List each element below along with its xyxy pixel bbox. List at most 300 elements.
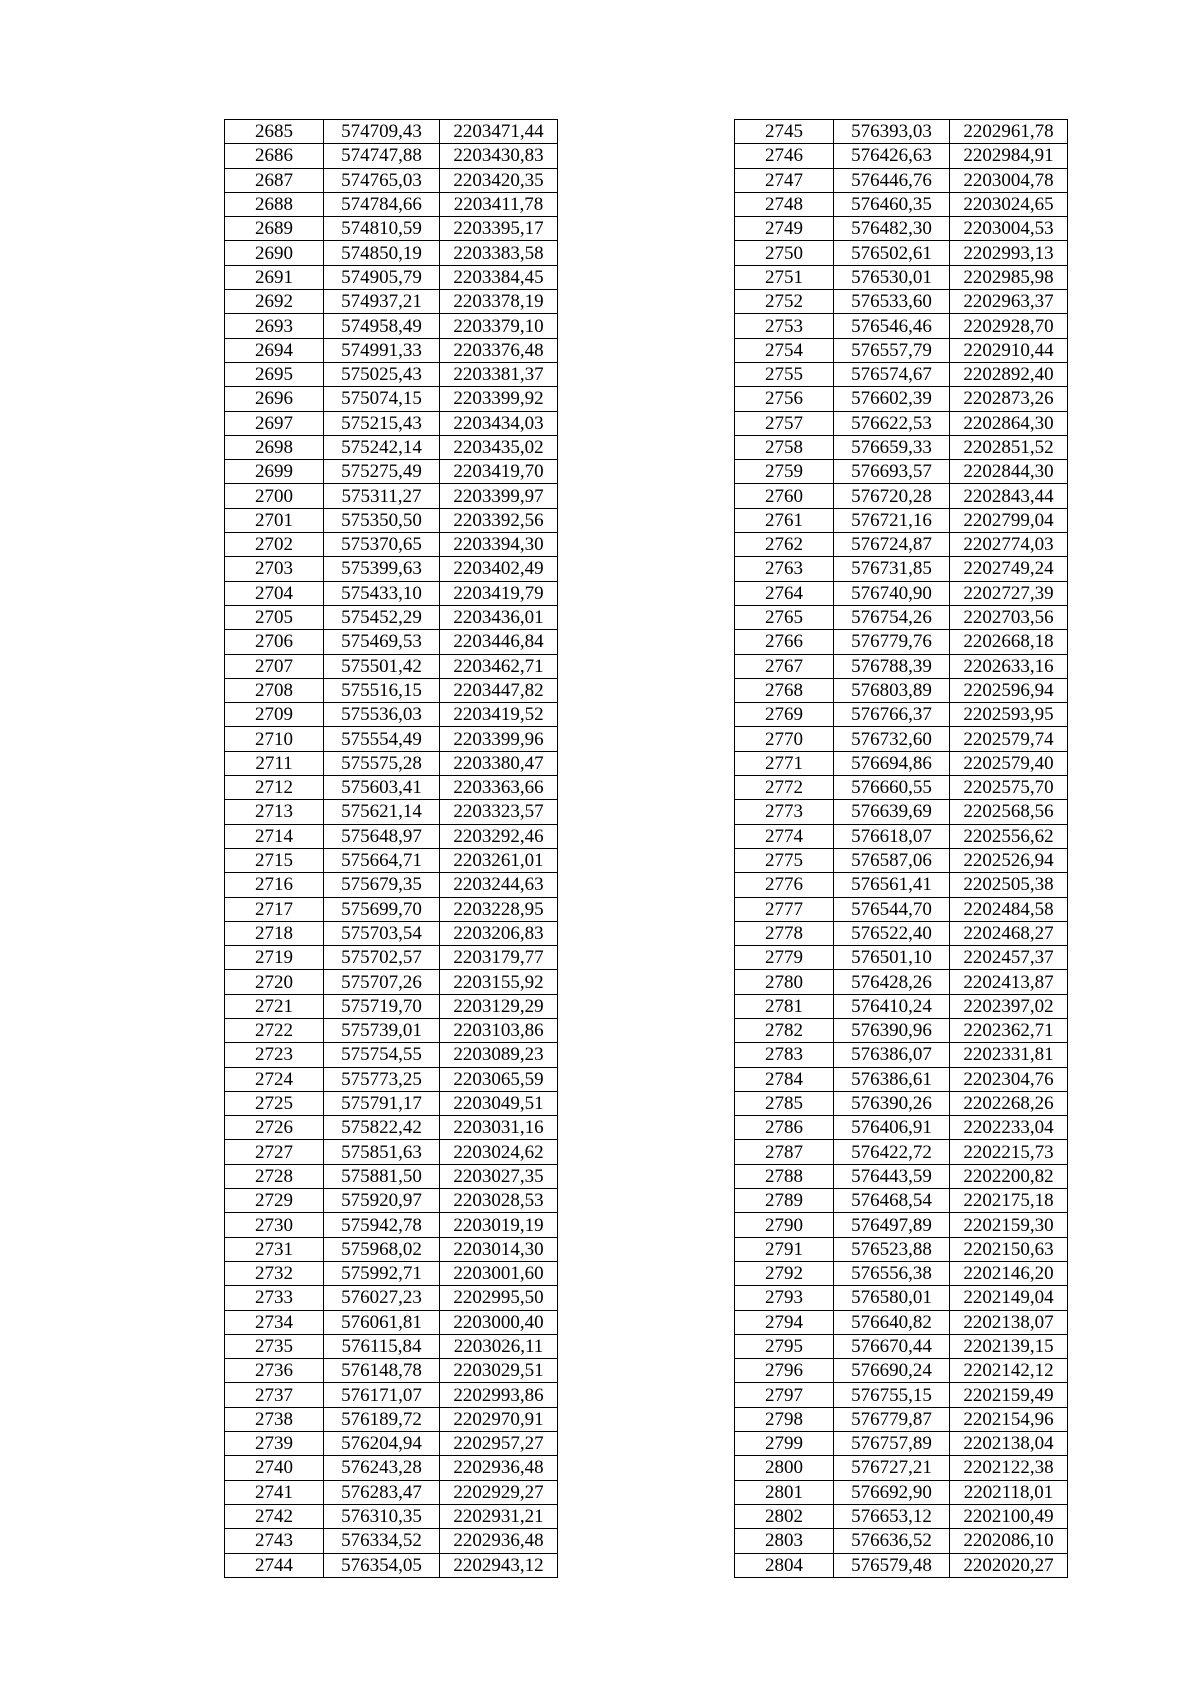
y-coordinate-cell: 2203089,23 (440, 1043, 558, 1067)
point-number-cell: 2707 (225, 654, 324, 678)
table-row (735, 557, 1068, 581)
x-coordinate-cell: 576354,05 (324, 1553, 440, 1577)
point-number-cell: 2696 (225, 387, 324, 411)
y-coordinate-cell: 2203378,19 (440, 290, 558, 314)
point-number-cell: 2798 (735, 1407, 834, 1431)
x-coordinate-cell: 575575,28 (324, 751, 440, 775)
y-coordinate-cell: 2203379,10 (440, 314, 558, 338)
table-row (225, 873, 558, 897)
y-coordinate-cell: 2203028,53 (440, 1189, 558, 1213)
x-coordinate-cell: 575501,42 (324, 654, 440, 678)
y-coordinate-cell: 2202159,49 (950, 1383, 1068, 1407)
table-row (735, 946, 1068, 970)
x-coordinate-cell: 575370,65 (324, 533, 440, 557)
x-coordinate-cell: 576602,39 (834, 387, 950, 411)
y-coordinate-cell: 2202457,37 (950, 946, 1068, 970)
table-row (735, 1407, 1068, 1431)
point-number-cell: 2774 (735, 824, 834, 848)
table-row (225, 1529, 558, 1553)
x-coordinate-cell: 575822,42 (324, 1116, 440, 1140)
table-row (735, 654, 1068, 678)
table-row (225, 1116, 558, 1140)
y-coordinate-cell: 2202892,40 (950, 362, 1068, 386)
y-coordinate-cell: 2203395,17 (440, 217, 558, 241)
table-row (225, 508, 558, 532)
table-row (225, 946, 558, 970)
x-coordinate-cell: 576640,82 (834, 1310, 950, 1334)
table-row (735, 533, 1068, 557)
point-number-cell: 2741 (225, 1480, 324, 1504)
y-coordinate-cell: 2202118,01 (950, 1480, 1068, 1504)
x-coordinate-cell: 576694,86 (834, 751, 950, 775)
point-number-cell: 2727 (225, 1140, 324, 1164)
point-number-cell: 2768 (735, 678, 834, 702)
x-coordinate-cell: 576579,48 (834, 1553, 950, 1577)
point-number-cell: 2712 (225, 776, 324, 800)
point-number-cell: 2750 (735, 241, 834, 265)
point-number-cell: 2749 (735, 217, 834, 241)
x-coordinate-cell: 576755,15 (834, 1383, 950, 1407)
y-coordinate-cell: 2202936,48 (440, 1456, 558, 1480)
table-row (225, 265, 558, 289)
table-row (735, 605, 1068, 629)
y-coordinate-cell: 2203129,29 (440, 994, 558, 1018)
x-coordinate-cell: 575350,50 (324, 508, 440, 532)
x-coordinate-cell: 576574,67 (834, 362, 950, 386)
point-number-cell: 2711 (225, 751, 324, 775)
table-row (735, 1043, 1068, 1067)
x-coordinate-cell: 576390,96 (834, 1018, 950, 1042)
y-coordinate-cell: 2203155,92 (440, 970, 558, 994)
y-coordinate-cell: 2202568,56 (950, 800, 1068, 824)
x-coordinate-cell: 575707,26 (324, 970, 440, 994)
point-number-cell: 2783 (735, 1043, 834, 1067)
point-number-cell: 2709 (225, 703, 324, 727)
y-coordinate-cell: 2203103,86 (440, 1018, 558, 1042)
table-row (225, 654, 558, 678)
table-row (225, 168, 558, 192)
y-coordinate-cell: 2203419,70 (440, 460, 558, 484)
point-number-cell: 2700 (225, 484, 324, 508)
x-coordinate-cell: 576115,84 (324, 1334, 440, 1358)
point-number-cell: 2803 (735, 1529, 834, 1553)
table-row (225, 217, 558, 241)
y-coordinate-cell: 2202505,38 (950, 873, 1068, 897)
x-coordinate-cell: 576482,30 (834, 217, 950, 241)
x-coordinate-cell: 575554,49 (324, 727, 440, 751)
table-row (225, 460, 558, 484)
point-number-cell: 2770 (735, 727, 834, 751)
y-coordinate-cell: 2203419,79 (440, 581, 558, 605)
y-coordinate-cell: 2202138,04 (950, 1432, 1068, 1456)
x-coordinate-cell: 576189,72 (324, 1407, 440, 1431)
point-number-cell: 2786 (735, 1116, 834, 1140)
y-coordinate-cell: 2203471,44 (440, 120, 558, 144)
x-coordinate-cell: 575791,17 (324, 1091, 440, 1115)
y-coordinate-cell: 2203380,47 (440, 751, 558, 775)
point-number-cell: 2685 (225, 120, 324, 144)
point-number-cell: 2698 (225, 435, 324, 459)
table-row (735, 144, 1068, 168)
point-number-cell: 2751 (735, 265, 834, 289)
y-coordinate-cell: 2203436,01 (440, 605, 558, 629)
table-row (735, 387, 1068, 411)
table-row (735, 824, 1068, 848)
x-coordinate-cell: 576546,46 (834, 314, 950, 338)
y-coordinate-cell: 2202304,76 (950, 1067, 1068, 1091)
x-coordinate-cell: 574937,21 (324, 290, 440, 314)
x-coordinate-cell: 575992,71 (324, 1261, 440, 1285)
x-coordinate-cell: 576653,12 (834, 1504, 950, 1528)
y-coordinate-cell: 2203004,53 (950, 217, 1068, 241)
x-coordinate-cell: 576334,52 (324, 1529, 440, 1553)
table-row (735, 1213, 1068, 1237)
table-row (735, 776, 1068, 800)
table-row (735, 1334, 1068, 1358)
x-coordinate-cell: 576148,78 (324, 1359, 440, 1383)
point-number-cell: 2710 (225, 727, 324, 751)
y-coordinate-cell: 2202873,26 (950, 387, 1068, 411)
y-coordinate-cell: 2203411,78 (440, 192, 558, 216)
x-coordinate-cell: 575773,25 (324, 1067, 440, 1091)
x-coordinate-cell: 575516,15 (324, 678, 440, 702)
point-number-cell: 2756 (735, 387, 834, 411)
x-coordinate-cell: 575739,01 (324, 1018, 440, 1042)
x-coordinate-cell: 574747,88 (324, 144, 440, 168)
point-number-cell: 2688 (225, 192, 324, 216)
y-coordinate-cell: 2202268,26 (950, 1091, 1068, 1115)
coordinates-table-left (224, 119, 558, 1578)
point-number-cell: 2776 (735, 873, 834, 897)
point-number-cell: 2761 (735, 508, 834, 532)
point-number-cell: 2762 (735, 533, 834, 557)
x-coordinate-cell: 576636,52 (834, 1529, 950, 1553)
y-coordinate-cell: 2203014,30 (440, 1237, 558, 1261)
y-coordinate-cell: 2203420,35 (440, 168, 558, 192)
table-row (225, 557, 558, 581)
x-coordinate-cell: 575754,55 (324, 1043, 440, 1067)
table-row (735, 1237, 1068, 1261)
table-row (735, 1286, 1068, 1310)
x-coordinate-cell: 575679,35 (324, 873, 440, 897)
x-coordinate-cell: 576523,88 (834, 1237, 950, 1261)
y-coordinate-cell: 2202233,04 (950, 1116, 1068, 1140)
point-number-cell: 2752 (735, 290, 834, 314)
table-row (225, 630, 558, 654)
point-number-cell: 2781 (735, 994, 834, 1018)
table-row (735, 435, 1068, 459)
y-coordinate-cell: 2202146,20 (950, 1261, 1068, 1285)
y-coordinate-cell: 2202159,30 (950, 1213, 1068, 1237)
table-row (225, 581, 558, 605)
x-coordinate-cell: 576406,91 (834, 1116, 950, 1140)
y-coordinate-cell: 2202215,73 (950, 1140, 1068, 1164)
point-number-cell: 2706 (225, 630, 324, 654)
point-number-cell: 2753 (735, 314, 834, 338)
y-coordinate-cell: 2202397,02 (950, 994, 1068, 1018)
point-number-cell: 2721 (225, 994, 324, 1018)
table-row (735, 484, 1068, 508)
x-coordinate-cell: 576788,39 (834, 654, 950, 678)
y-coordinate-cell: 2203206,83 (440, 921, 558, 945)
table-row (735, 678, 1068, 702)
point-number-cell: 2717 (225, 897, 324, 921)
y-coordinate-cell: 2202175,18 (950, 1189, 1068, 1213)
table-row (735, 1261, 1068, 1285)
y-coordinate-cell: 2202150,63 (950, 1237, 1068, 1261)
table-row (735, 1116, 1068, 1140)
point-number-cell: 2736 (225, 1359, 324, 1383)
table-row (735, 897, 1068, 921)
table-row (225, 1456, 558, 1480)
table-row (225, 751, 558, 775)
y-coordinate-cell: 2202596,94 (950, 678, 1068, 702)
point-number-cell: 2687 (225, 168, 324, 192)
y-coordinate-cell: 2202943,12 (440, 1553, 558, 1577)
point-number-cell: 2754 (735, 338, 834, 362)
table-row (225, 897, 558, 921)
y-coordinate-cell: 2203435,02 (440, 435, 558, 459)
x-coordinate-cell: 576731,85 (834, 557, 950, 581)
point-number-cell: 2744 (225, 1553, 324, 1577)
table-row (735, 120, 1068, 144)
x-coordinate-cell: 574991,33 (324, 338, 440, 362)
y-coordinate-cell: 2202957,27 (440, 1432, 558, 1456)
point-number-cell: 2716 (225, 873, 324, 897)
x-coordinate-cell: 576468,54 (834, 1189, 950, 1213)
table-row (735, 290, 1068, 314)
x-coordinate-cell: 575968,02 (324, 1237, 440, 1261)
y-coordinate-cell: 2202579,40 (950, 751, 1068, 775)
y-coordinate-cell: 2202362,71 (950, 1018, 1068, 1042)
point-number-cell: 2714 (225, 824, 324, 848)
table-row (735, 241, 1068, 265)
x-coordinate-cell: 576171,07 (324, 1383, 440, 1407)
x-coordinate-cell: 575703,54 (324, 921, 440, 945)
table-row (735, 314, 1068, 338)
y-coordinate-cell: 2202928,70 (950, 314, 1068, 338)
point-number-cell: 2699 (225, 460, 324, 484)
point-number-cell: 2748 (735, 192, 834, 216)
x-coordinate-cell: 575648,97 (324, 824, 440, 848)
x-coordinate-cell: 576803,89 (834, 678, 950, 702)
x-coordinate-cell: 576386,07 (834, 1043, 950, 1067)
table-row (735, 1432, 1068, 1456)
table-row (735, 460, 1068, 484)
y-coordinate-cell: 2202970,91 (440, 1407, 558, 1431)
y-coordinate-cell: 2203446,84 (440, 630, 558, 654)
table-row (735, 1529, 1068, 1553)
table-row (735, 1504, 1068, 1528)
y-coordinate-cell: 2203399,96 (440, 727, 558, 751)
y-coordinate-cell: 2203228,95 (440, 897, 558, 921)
table-row (225, 1067, 558, 1091)
x-coordinate-cell: 576422,72 (834, 1140, 950, 1164)
point-number-cell: 2719 (225, 946, 324, 970)
point-number-cell: 2791 (735, 1237, 834, 1261)
y-coordinate-cell: 2203026,11 (440, 1334, 558, 1358)
y-coordinate-cell: 2202727,39 (950, 581, 1068, 605)
point-number-cell: 2730 (225, 1213, 324, 1237)
x-coordinate-cell: 576693,57 (834, 460, 950, 484)
y-coordinate-cell: 2202993,86 (440, 1383, 558, 1407)
table-row (225, 362, 558, 386)
table-row (225, 1383, 558, 1407)
x-coordinate-cell: 575920,97 (324, 1189, 440, 1213)
y-coordinate-cell: 2202929,27 (440, 1480, 558, 1504)
y-coordinate-cell: 2202864,30 (950, 411, 1068, 435)
table-row (735, 727, 1068, 751)
y-coordinate-cell: 2202100,49 (950, 1504, 1068, 1528)
y-coordinate-cell: 2203323,57 (440, 800, 558, 824)
point-number-cell: 2771 (735, 751, 834, 775)
point-number-cell: 2745 (735, 120, 834, 144)
point-number-cell: 2755 (735, 362, 834, 386)
point-number-cell: 2720 (225, 970, 324, 994)
point-number-cell: 2740 (225, 1456, 324, 1480)
x-coordinate-cell: 576283,47 (324, 1480, 440, 1504)
x-coordinate-cell: 576740,90 (834, 581, 950, 605)
x-coordinate-cell: 576580,01 (834, 1286, 950, 1310)
table-row (225, 290, 558, 314)
table-row (735, 411, 1068, 435)
y-coordinate-cell: 2202633,16 (950, 654, 1068, 678)
x-coordinate-cell: 576720,28 (834, 484, 950, 508)
y-coordinate-cell: 2202774,03 (950, 533, 1068, 557)
y-coordinate-cell: 2203024,65 (950, 192, 1068, 216)
point-number-cell: 2694 (225, 338, 324, 362)
table-row (225, 1213, 558, 1237)
point-number-cell: 2693 (225, 314, 324, 338)
table-row (225, 533, 558, 557)
point-number-cell: 2784 (735, 1067, 834, 1091)
point-number-cell: 2728 (225, 1164, 324, 1188)
table-row (735, 1383, 1068, 1407)
y-coordinate-cell: 2203394,30 (440, 533, 558, 557)
y-coordinate-cell: 2202985,98 (950, 265, 1068, 289)
x-coordinate-cell: 575311,27 (324, 484, 440, 508)
table-row (225, 1018, 558, 1042)
x-coordinate-cell: 576779,87 (834, 1407, 950, 1431)
y-coordinate-cell: 2202086,10 (950, 1529, 1068, 1553)
table-row (225, 776, 558, 800)
y-coordinate-cell: 2203065,59 (440, 1067, 558, 1091)
x-coordinate-cell: 576443,59 (834, 1164, 950, 1188)
x-coordinate-cell: 576386,61 (834, 1067, 950, 1091)
y-coordinate-cell: 2203004,78 (950, 168, 1068, 192)
point-number-cell: 2723 (225, 1043, 324, 1067)
point-number-cell: 2764 (735, 581, 834, 605)
x-coordinate-cell: 576639,69 (834, 800, 950, 824)
y-coordinate-cell: 2203244,63 (440, 873, 558, 897)
y-coordinate-cell: 2203027,35 (440, 1164, 558, 1188)
y-coordinate-cell: 2203399,92 (440, 387, 558, 411)
point-number-cell: 2777 (735, 897, 834, 921)
y-coordinate-cell: 2202020,27 (950, 1553, 1068, 1577)
x-coordinate-cell: 576393,03 (834, 120, 950, 144)
table-row (225, 727, 558, 751)
table-row (735, 970, 1068, 994)
y-coordinate-cell: 2203399,97 (440, 484, 558, 508)
point-number-cell: 2734 (225, 1310, 324, 1334)
table-row (735, 1067, 1068, 1091)
x-coordinate-cell: 576721,16 (834, 508, 950, 532)
x-coordinate-cell: 576446,76 (834, 168, 950, 192)
point-number-cell: 2775 (735, 848, 834, 872)
x-coordinate-cell: 575399,63 (324, 557, 440, 581)
table-row (735, 800, 1068, 824)
point-number-cell: 2704 (225, 581, 324, 605)
x-coordinate-cell: 576622,53 (834, 411, 950, 435)
table-row (735, 1456, 1068, 1480)
point-number-cell: 2703 (225, 557, 324, 581)
x-coordinate-cell: 575719,70 (324, 994, 440, 1018)
table-row (735, 362, 1068, 386)
y-coordinate-cell: 2203376,48 (440, 338, 558, 362)
x-coordinate-cell: 575702,57 (324, 946, 440, 970)
x-coordinate-cell: 576659,33 (834, 435, 950, 459)
y-coordinate-cell: 2203049,51 (440, 1091, 558, 1115)
x-coordinate-cell: 576587,06 (834, 848, 950, 872)
y-coordinate-cell: 2203447,82 (440, 678, 558, 702)
point-number-cell: 2701 (225, 508, 324, 532)
point-number-cell: 2797 (735, 1383, 834, 1407)
coordinates-table-right (734, 119, 1068, 1578)
y-coordinate-cell: 2203430,83 (440, 144, 558, 168)
y-coordinate-cell: 2202851,52 (950, 435, 1068, 459)
table-row (225, 1432, 558, 1456)
y-coordinate-cell: 2203261,01 (440, 848, 558, 872)
table-row (225, 144, 558, 168)
table-row (735, 168, 1068, 192)
y-coordinate-cell: 2203363,66 (440, 776, 558, 800)
x-coordinate-cell: 576390,26 (834, 1091, 950, 1115)
point-number-cell: 2729 (225, 1189, 324, 1213)
y-coordinate-cell: 2203031,16 (440, 1116, 558, 1140)
x-coordinate-cell: 576544,70 (834, 897, 950, 921)
y-coordinate-cell: 2202993,13 (950, 241, 1068, 265)
table-row (735, 1091, 1068, 1115)
x-coordinate-cell: 575242,14 (324, 435, 440, 459)
x-coordinate-cell: 576502,61 (834, 241, 950, 265)
x-coordinate-cell: 576460,35 (834, 192, 950, 216)
point-number-cell: 2778 (735, 921, 834, 945)
point-number-cell: 2758 (735, 435, 834, 459)
y-coordinate-cell: 2203419,52 (440, 703, 558, 727)
point-number-cell: 2686 (225, 144, 324, 168)
table-row (225, 1310, 558, 1334)
point-number-cell: 2738 (225, 1407, 324, 1431)
x-coordinate-cell: 574765,03 (324, 168, 440, 192)
y-coordinate-cell: 2202668,18 (950, 630, 1068, 654)
x-coordinate-cell: 575074,15 (324, 387, 440, 411)
point-number-cell: 2760 (735, 484, 834, 508)
y-coordinate-cell: 2202984,91 (950, 144, 1068, 168)
table-row (735, 994, 1068, 1018)
point-number-cell: 2759 (735, 460, 834, 484)
y-coordinate-cell: 2202413,87 (950, 970, 1068, 994)
table-row (225, 1334, 558, 1358)
point-number-cell: 2801 (735, 1480, 834, 1504)
table-row (735, 848, 1068, 872)
x-coordinate-cell: 576204,94 (324, 1432, 440, 1456)
y-coordinate-cell: 2202579,74 (950, 727, 1068, 751)
y-coordinate-cell: 2202963,37 (950, 290, 1068, 314)
x-coordinate-cell: 575881,50 (324, 1164, 440, 1188)
point-number-cell: 2742 (225, 1504, 324, 1528)
y-coordinate-cell: 2202139,15 (950, 1334, 1068, 1358)
point-number-cell: 2796 (735, 1359, 834, 1383)
